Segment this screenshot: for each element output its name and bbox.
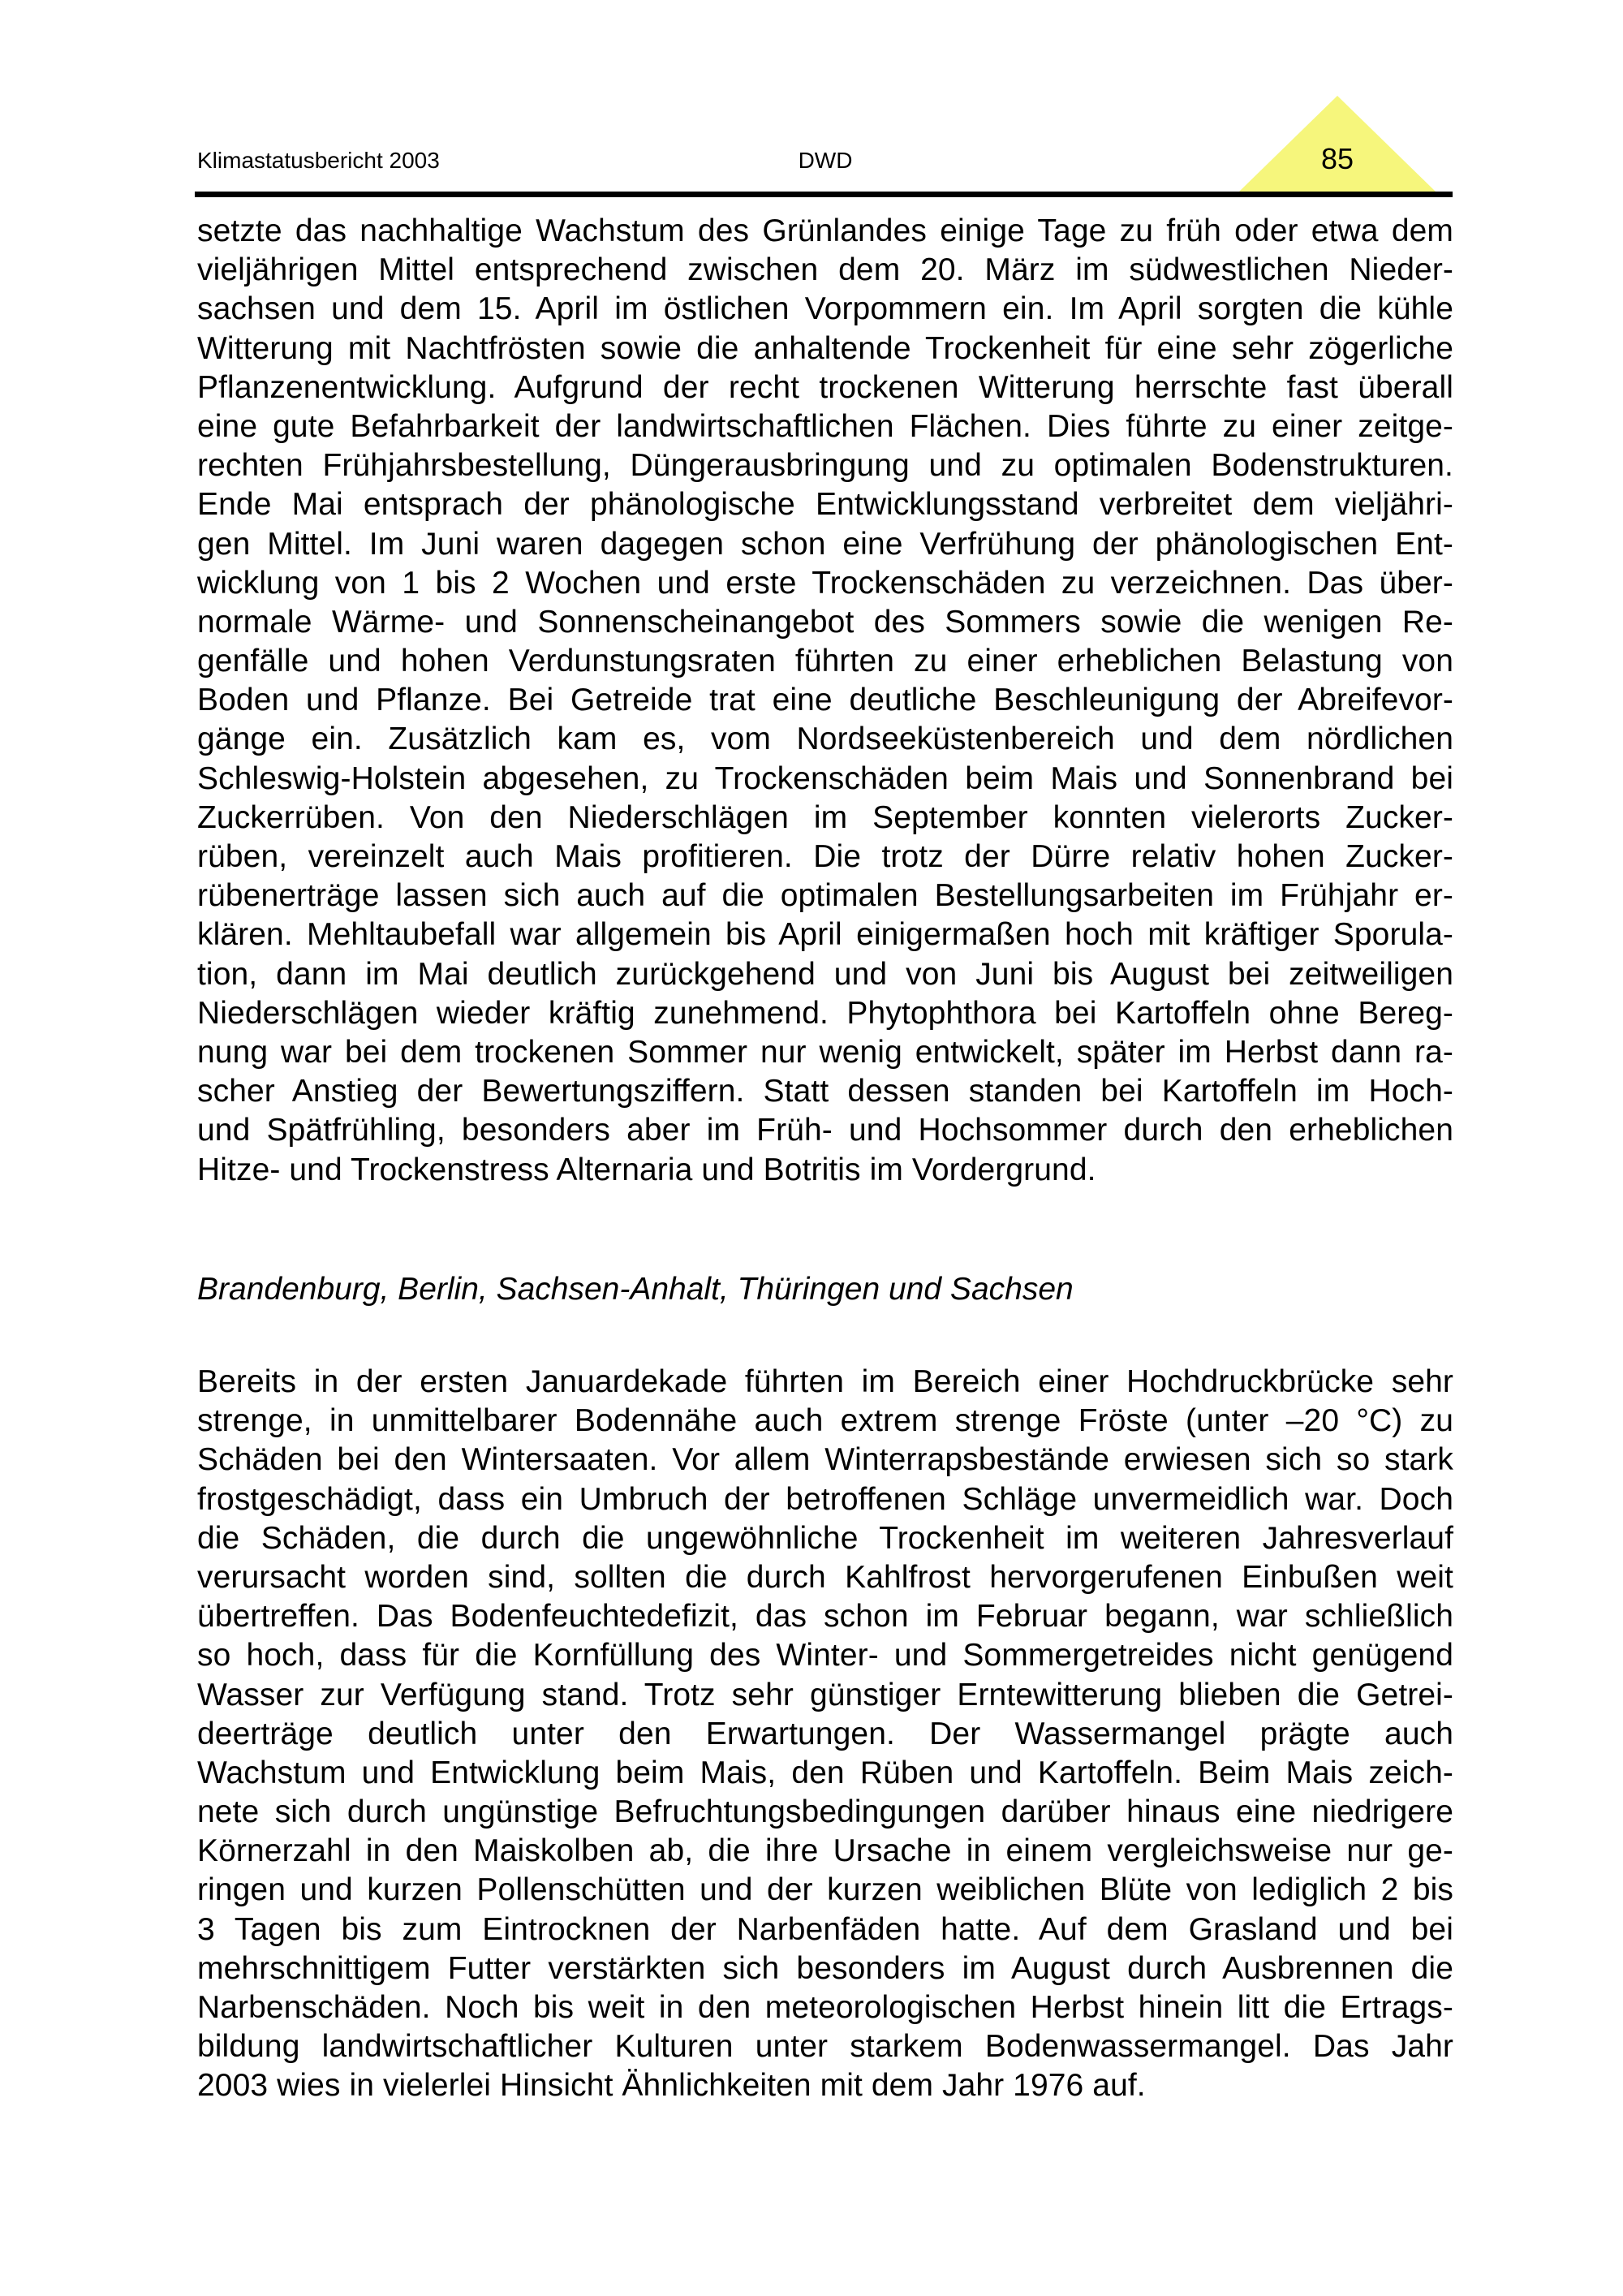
text-line: eine gute Befahrbarkeit der landwirtschaftlichen Flächen. Dies führte zu einer zeitge- [197, 408, 1453, 444]
text-line: Schäden bei den Wintersaaten. Vor allem Winterrapsbestände erwiesen sich so stark [197, 1442, 1453, 1478]
organization-label: DWD [798, 148, 853, 173]
header-divider [195, 192, 1453, 197]
text-line: Hitze- und Trockenstress Alternaria und Botritis im Vordergrund. [197, 1152, 1096, 1187]
text-line: Witterung mit Nachtfrösten sowie die anhaltende Trockenheit für eine sehr zögerliche [197, 330, 1453, 366]
text-line: Pflanzenentwicklung. Aufgrund der recht trockenen Witterung herrschte fast überall [197, 369, 1453, 405]
text-line: Schleswig-Holstein abgesehen, zu Trockenschäden beim Mais und Sonnenbrand bei [197, 760, 1453, 796]
text-line: Niederschlägen wieder kräftig zunehmend. Phytophthora bei Kartoffeln ohne Bereg- [197, 995, 1453, 1031]
text-line: Narbenschäden. Noch bis weit in den meteorologischen Herbst hinein litt die Ertrags- [197, 1990, 1453, 2025]
text-line: normale Wärme- und Sonnenscheinangebot des Sommers sowie die wenigen Re- [197, 604, 1453, 640]
text-line: scher Anstieg der Bewertungsziffern. Statt dessen standen bei Kartoffeln im Hoch- [197, 1074, 1453, 1109]
text-line: setzte das nachhaltige Wachstum des Grünlandes einige Tage zu früh oder etwa dem [197, 213, 1453, 248]
text-line: 2003 wies in vielerlei Hinsicht Ähnlichkeiten mit dem Jahr 1976 auf. [197, 2068, 1146, 2104]
text-line: nung war bei dem trockenen Sommer nur wenig entwickelt, später im Herbst dann ra- [197, 1034, 1453, 1070]
text-line: Körnerzahl in den Maiskolben ab, die ihre Ursache in einem vergleichsweise nur ge- [197, 1833, 1453, 1869]
paragraph-2 [197, 1363, 1453, 2106]
text-line: die Schäden, die durch die ungewöhnliche Trockenheit im weiteren Jahresverlauf [197, 1520, 1453, 1556]
text-line: Ende Mai entsprach der phänologische Entwicklungsstand verbreitet dem vieljähri- [197, 487, 1453, 523]
text-line: mehrschnittigem Futter verstärkten sich besonders im August durch Ausbrennen die [197, 1950, 1453, 1986]
text-line: tion, dann im Mai deutlich zurückgehend und von Juni bis August bei zeitweiligen [197, 956, 1453, 992]
text-line: rüben, vereinzelt auch Mais profitieren. Die trotz der Dürre relativ hohen Zucker- [197, 839, 1453, 874]
text-line: deerträge deutlich unter den Erwartungen. Der Wassermangel prägte auch [197, 1716, 1453, 1751]
paragraph-1 [197, 212, 1453, 1190]
text-line: Bereits in der ersten Januardekade führten im Bereich einer Hochdruckbrücke sehr [197, 1364, 1453, 1399]
section-heading: Brandenburg, Berlin, Sachsen-Anhalt, Thüringen und Sachsen [197, 1272, 1074, 1307]
text-line: ringen und kurzen Pollenschütten und der kurzen weiblichen Blüte von lediglich 2 bis [197, 1872, 1453, 1908]
text-line: frostgeschädigt, dass ein Umbruch der betroffenen Schläge unvermeidlich war. Doch [197, 1481, 1453, 1517]
text-line: gen Mittel. Im Juni waren dagegen schon eine Verfrühung der phänologischen Ent- [197, 526, 1453, 562]
text-line: Wasser zur Verfügung stand. Trotz sehr günstiger Erntewitterung blieben die Getrei- [197, 1677, 1453, 1712]
page-number: 85 [1320, 142, 1354, 175]
text-line: Boden und Pflanze. Bei Getreide trat eine deutliche Beschleunigung der Abreifevor- [197, 683, 1453, 718]
report-title: Klimastatusbericht 2003 [197, 148, 440, 173]
text-line: vieljährigen Mittel entsprechend zwischen dem 20. März im südwestlichen Nieder- [197, 252, 1453, 288]
text-line: übertreffen. Das Bodenfeuchtedefizit, das schon im Februar begann, war schließlich [197, 1599, 1453, 1635]
text-line: sachsen und dem 15. April im östlichen Vorpommern ein. Im April sorgten die kühle [197, 291, 1453, 327]
text-line: Wachstum und Entwicklung beim Mais, den Rüben und Kartoffeln. Beim Mais zeich- [197, 1755, 1453, 1790]
text-line: Zuckerrüben. Von den Niederschlägen im September konnten vielerorts Zucker- [197, 799, 1453, 835]
text-line: nete sich durch ungünstige Befruchtungsbedingungen darüber hinaus eine niedrigere [197, 1794, 1453, 1830]
text-line: 3 Tagen bis zum Eintrocknen der Narbenfäden hatte. Auf dem Grasland und bei [197, 1911, 1453, 1947]
text-line: und Spätfrühling, besonders aber im Früh- und Hochsommer durch den erheblichen [197, 1113, 1453, 1148]
text-line: strenge, in unmittelbarer Bodennähe auch extrem strenge Fröste (unter –20 °C) zu [197, 1403, 1453, 1439]
text-line: bildung landwirtschaftlicher Kulturen unter starkem Bodenwassermangel. Das Jahr [197, 2029, 1453, 2065]
text-line: rübenerträge lassen sich auch auf die optimalen Bestellungsarbeiten im Frühjahr er- [197, 878, 1453, 914]
text-line: rechten Frühjahrsbestellung, Düngerausbringung und zu optimalen Bodenstrukturen. [197, 448, 1453, 484]
text-line: klären. Mehltaubefall war allgemein bis April einigermaßen hoch mit kräftiger Sporula- [197, 917, 1453, 953]
text-line: gänge ein. Zusätzlich kam es, vom Nordseeküstenbereich und dem nördlichen [197, 722, 1453, 757]
text-line: genfälle und hohen Verdunstungsraten führten zu einer erheblichen Belastung von [197, 644, 1453, 679]
text-line: wicklung von 1 bis 2 Wochen und erste Trockenschäden zu verzeichnen. Das über- [197, 565, 1453, 601]
text-line: verursacht worden sind, sollten die durch Kahlfrost hervorgerufenen Einbußen weit [197, 1559, 1453, 1595]
text-line: so hoch, dass für die Kornfüllung des Winter- und Sommergetreides nicht genügend [197, 1638, 1453, 1674]
